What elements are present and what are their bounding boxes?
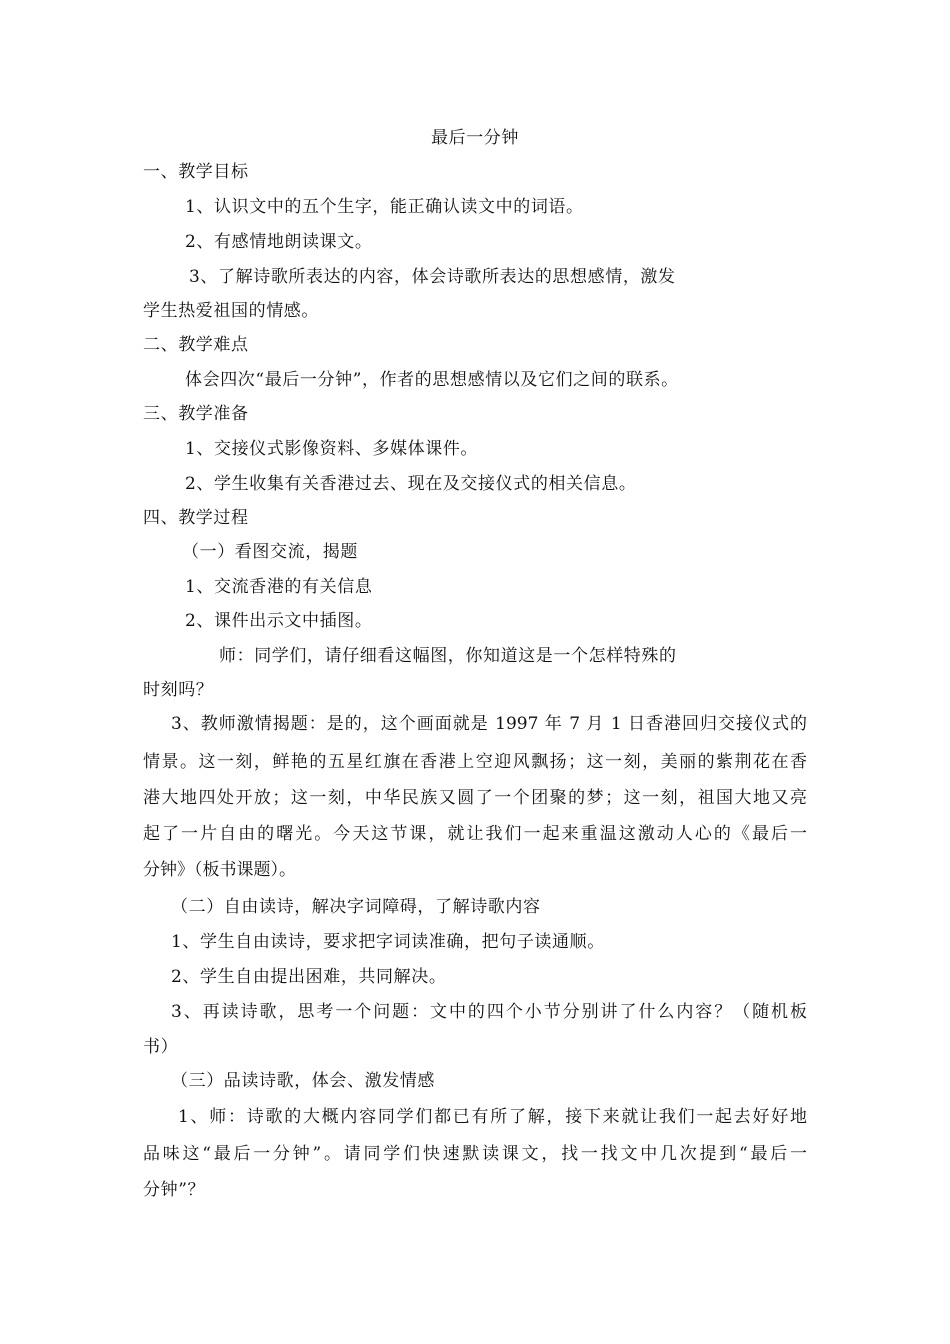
reading-item-2: 2、学生自由提出困难，共同解决。 (171, 967, 447, 987)
section-heading-objectives: 一、教学目标 (143, 162, 249, 182)
paragraph-line: 分钟”？ (143, 1180, 206, 1200)
reading-item-3-continued: 书） (143, 1037, 179, 1057)
reading-item-1: 1、学生自由读诗，要求把字词读准确，把句子读通顺。 (171, 932, 605, 952)
paragraph-line: 3、教师激情揭题：是的，这个画面就是 1997 年 7 月 1 日香港回归交接仪式的 (171, 714, 807, 734)
section-heading-process: 四、教学过程 (143, 508, 249, 528)
objective-item-2: 2、有感情地朗读课文。 (185, 232, 373, 252)
paragraph-line: 分钟》（板书课题）。 (143, 860, 296, 880)
subsection-heading-2: （二）自由读诗，解决字词障碍，了解诗歌内容 (171, 897, 541, 917)
process-item-2: 2、课件出示文中插图。 (185, 611, 373, 631)
teacher-question-continued: 时刻吗？ (143, 680, 214, 700)
preparation-item-2: 2、学生收集有关香港过去、现在及交接仪式的相关信息。 (185, 474, 637, 494)
process-item-1: 1、交流香港的有关信息 (185, 577, 373, 597)
subsection-heading-1: （一）看图交流，揭题 (182, 542, 358, 562)
objective-item-3-continued: 学生热爱祖国的情感。 (143, 301, 319, 321)
reading-item-3: 3、再读诗歌，思考一个问题：文中的四个小节分别讲了什么内容？（随机板 (171, 1002, 807, 1022)
paragraph-line: 1、师：诗歌的大概内容同学们都已有所了解，接下来就让我们一起去好好地 (178, 1107, 807, 1127)
paragraph-line: 品味这“最后一分钟”。请同学们快速默读课文，找一找文中几次提到“最后一 (143, 1144, 807, 1164)
paragraph-line: 起了一片自由的曙光。今天这节课，就让我们一起来重温这激动人心的《最后一 (143, 824, 807, 844)
section-heading-difficulty: 二、教学难点 (143, 335, 249, 355)
objective-item-3: 3、了解诗歌所表达的内容，体会诗歌所表达的思想感情，激发 (189, 267, 676, 287)
section-heading-preparation: 三、教学准备 (143, 404, 249, 424)
paragraph-line: 港大地四处开放；这一刻，中华民族又圆了一个团聚的梦；这一刻，祖国大地又亮 (143, 788, 807, 808)
subsection-heading-3: （三）品读诗歌，体会、激发情感 (171, 1071, 435, 1091)
document-title: 最后一分钟 (431, 128, 519, 148)
preparation-item-1: 1、交接仪式影像资料、多媒体课件。 (185, 439, 479, 459)
teacher-question: 师：同学们，请仔细看这幅图，你知道这是一个怎样特殊的 (219, 646, 677, 666)
paragraph-line: 情景。这一刻，鲜艳的五星红旗在香港上空迎风飘扬；这一刻，美丽的紫荆花在香 (143, 752, 807, 772)
objective-item-1: 1、认识文中的五个生字，能正确认读文中的词语。 (185, 197, 584, 217)
difficulty-text: 体会四次“最后一分钟”，作者的思想感情以及它们之间的联系。 (185, 370, 679, 390)
